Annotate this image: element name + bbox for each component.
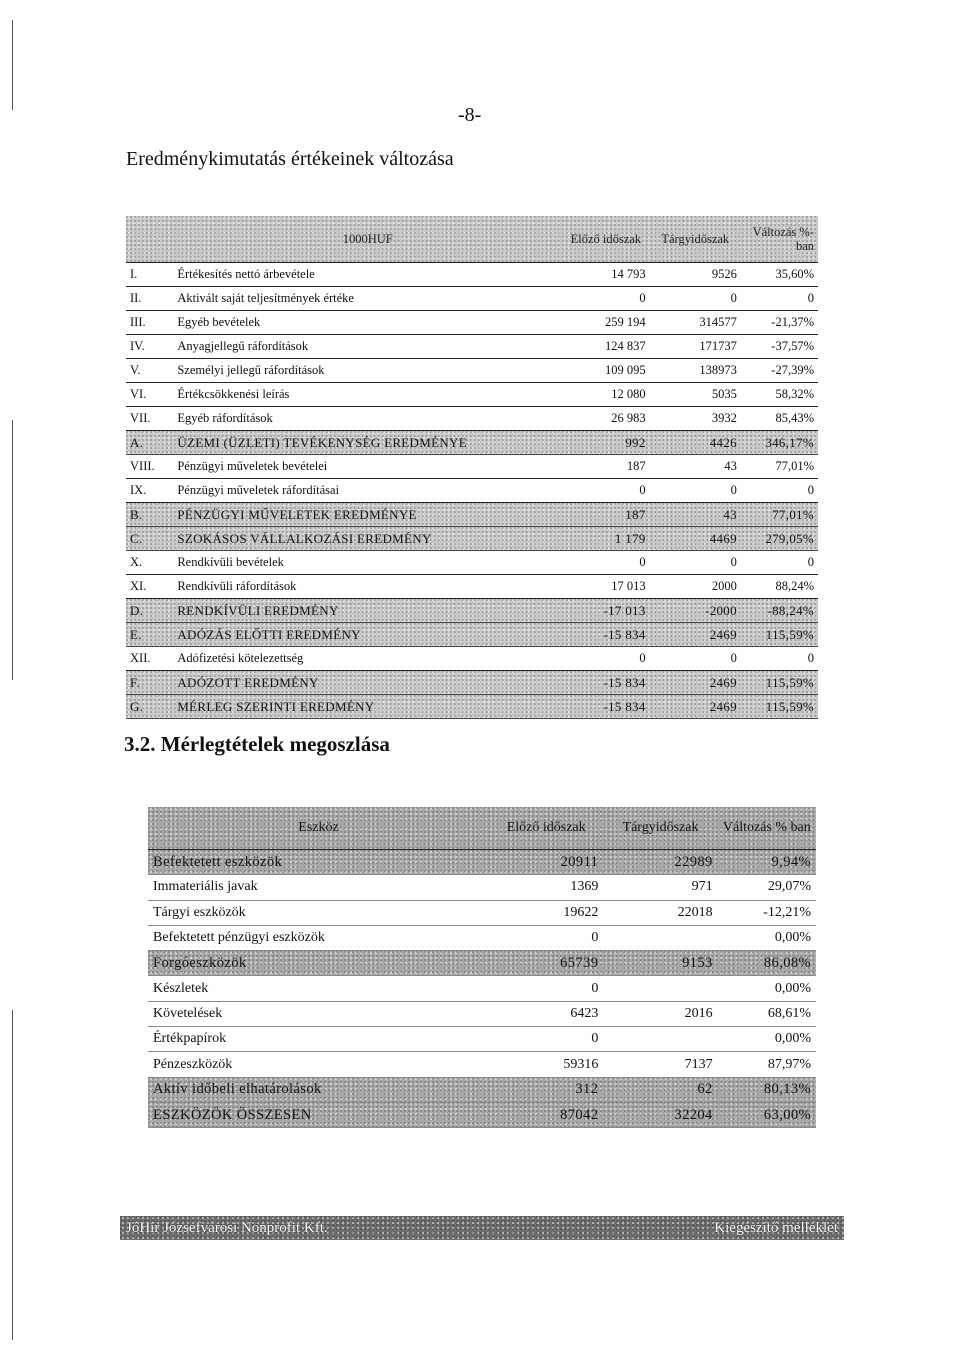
row-prev-value: 312 (489, 1077, 603, 1102)
row-current-value (603, 1027, 717, 1052)
row-label: Rendkívüli bevételek (173, 551, 562, 575)
row-prev-value: 19622 (489, 900, 603, 925)
row-label: Értékesítés nettó árbevétele (173, 263, 562, 287)
row-change-percent: 85,43% (741, 407, 818, 431)
row-prev-value: -15 834 (562, 671, 650, 695)
row-roman-numeral: VI. (126, 383, 173, 407)
row-roman-numeral: G. (126, 695, 173, 719)
row-roman-numeral: B. (126, 503, 173, 527)
row-roman-numeral: V. (126, 359, 173, 383)
row-roman-numeral: I. (126, 263, 173, 287)
row-current-value: 314577 (650, 311, 741, 335)
income-row (126, 335, 818, 359)
row-prev-value: 0 (562, 287, 650, 311)
header-unit: 1000HUF (173, 216, 562, 263)
header-prev-period: Előző időszak (562, 216, 650, 263)
heading-balance-distribution: 3.2. Mérlegtételek megoszlása (124, 732, 390, 756)
row-change-percent: 80,13% (718, 1077, 816, 1102)
row-prev-value: 6423 (489, 1001, 603, 1026)
row-prev-value: -15 834 (562, 695, 650, 719)
row-change-percent: 0 (741, 287, 818, 311)
row-roman-numeral: E. (126, 623, 173, 647)
row-change-percent: 63,00% (718, 1102, 816, 1127)
row-label: Befektetett eszközök (148, 850, 489, 875)
row-label: PÉNZÜGYI MŰVELETEK EREDMÉNYE (173, 503, 562, 527)
balance-row (148, 900, 816, 925)
row-roman-numeral: D. (126, 599, 173, 623)
row-change-percent: 68,61% (718, 1001, 816, 1026)
row-current-value: 9153 (603, 951, 717, 976)
row-roman-numeral: C. (126, 527, 173, 551)
row-label: Adófizetési kötelezettség (173, 647, 562, 671)
row-change-percent: -21,37% (741, 311, 818, 335)
row-label: Pénzügyi műveletek bevételei (173, 455, 562, 479)
row-change-percent: 115,59% (741, 695, 818, 719)
row-prev-value: 187 (562, 455, 650, 479)
row-prev-value: 1 179 (562, 527, 650, 551)
income-row (126, 263, 818, 287)
row-label: Személyi jellegű ráfordítások (173, 359, 562, 383)
row-prev-value: 0 (489, 1027, 603, 1052)
income-table-header (126, 216, 818, 263)
income-summary-row (126, 527, 818, 551)
row-change-percent: 346,17% (741, 431, 818, 455)
row-current-value: 138973 (650, 359, 741, 383)
balance-row (148, 1052, 816, 1077)
balance-row (148, 976, 816, 1001)
row-prev-value: -15 834 (562, 623, 650, 647)
row-current-value: 0 (650, 479, 741, 503)
row-change-percent: 115,59% (741, 671, 818, 695)
row-change-percent: 9,94% (718, 850, 816, 875)
row-prev-value: 20911 (489, 850, 603, 875)
balance-summary-row (148, 1077, 816, 1102)
row-label: ÜZEMI (ÜZLETI) TEVÉKENYSÉG EREDMÉNYE (173, 431, 562, 455)
row-change-percent: 86,08% (718, 951, 816, 976)
balance-summary-row (148, 1102, 816, 1127)
row-roman-numeral: IV. (126, 335, 173, 359)
footer-document-name: Kiegészítő melléklet (714, 1219, 838, 1236)
row-prev-value: 12 080 (562, 383, 650, 407)
row-change-percent: -12,21% (718, 900, 816, 925)
row-label: Pénzügyi műveletek ráfordításai (173, 479, 562, 503)
row-prev-value: 259 194 (562, 311, 650, 335)
balance-row (148, 925, 816, 950)
row-label: MÉRLEG SZERINTI EREDMÉNY (173, 695, 562, 719)
income-summary-row (126, 503, 818, 527)
row-label: Egyéb bevételek (173, 311, 562, 335)
row-prev-value: 187 (562, 503, 650, 527)
income-row (126, 407, 818, 431)
row-current-value: 7137 (603, 1052, 717, 1077)
row-label: Értékcsökkenési leírás (173, 383, 562, 407)
row-current-value (603, 925, 717, 950)
section-title: Eredménykimutatás értékeinek változása (126, 148, 454, 170)
header-current-period: Tárgyidőszak (650, 216, 741, 263)
row-prev-value: 59316 (489, 1052, 603, 1077)
row-current-value (603, 976, 717, 1001)
header-change: Változás % ban (718, 807, 816, 850)
income-row (126, 383, 818, 407)
row-change-percent: 115,59% (741, 623, 818, 647)
row-roman-numeral: III. (126, 311, 173, 335)
scan-edge-line (12, 20, 13, 110)
income-row (126, 311, 818, 335)
income-statement-table (126, 216, 818, 719)
row-change-percent: 0,00% (718, 976, 816, 1001)
income-row (126, 359, 818, 383)
header-prev-period: Előző időszak (489, 807, 603, 850)
header-asset: Eszköz (148, 807, 489, 850)
balance-row (148, 1001, 816, 1026)
row-roman-numeral: X. (126, 551, 173, 575)
income-row (126, 287, 818, 311)
row-change-percent: 77,01% (741, 503, 818, 527)
row-current-value: 43 (650, 503, 741, 527)
row-roman-numeral: II. (126, 287, 173, 311)
row-current-value: 62 (603, 1077, 717, 1102)
header-change: Változás %-ban (741, 216, 818, 263)
row-current-value: 2000 (650, 575, 741, 599)
row-roman-numeral: A. (126, 431, 173, 455)
row-current-value: 4426 (650, 431, 741, 455)
row-prev-value: 0 (562, 479, 650, 503)
income-summary-row (126, 599, 818, 623)
row-roman-numeral: XI. (126, 575, 173, 599)
row-prev-value: 0 (562, 551, 650, 575)
row-change-percent: 87,97% (718, 1052, 816, 1077)
row-change-percent: 77,01% (741, 455, 818, 479)
row-current-value: 0 (650, 551, 741, 575)
row-change-percent: 0 (741, 647, 818, 671)
header-current-period: Tárgyidőszak (603, 807, 717, 850)
row-label: Aktív időbeli elhatárolások (148, 1077, 489, 1102)
income-row (126, 647, 818, 671)
row-label: Tárgyi eszközök (148, 900, 489, 925)
row-prev-value: 124 837 (562, 335, 650, 359)
balance-sheet-table (148, 807, 816, 1128)
balance-row (148, 875, 816, 900)
page-number: -8- (458, 104, 482, 126)
row-current-value: 971 (603, 875, 717, 900)
row-current-value: 22989 (603, 850, 717, 875)
row-prev-value: 65739 (489, 951, 603, 976)
balance-table-header (148, 807, 816, 850)
row-prev-value: 992 (562, 431, 650, 455)
scan-edge-line (12, 420, 13, 680)
row-label: Rendkívüli ráfordítások (173, 575, 562, 599)
scan-edge-line (12, 1010, 13, 1340)
row-label: Aktivált saját teljesítmények értéke (173, 287, 562, 311)
row-prev-value: -17 013 (562, 599, 650, 623)
row-label: Befektetett pénzügyi eszközök (148, 925, 489, 950)
row-current-value: 3932 (650, 407, 741, 431)
page-footer (120, 1216, 844, 1240)
row-label: ADÓZÁS ELŐTTI EREDMÉNY (173, 623, 562, 647)
row-label: RENDKÍVÜLI EREDMÉNY (173, 599, 562, 623)
row-label: Forgóeszközök (148, 951, 489, 976)
income-row (126, 479, 818, 503)
row-label: Pénzeszközök (148, 1052, 489, 1077)
income-summary-row (126, 623, 818, 647)
row-change-percent: -37,57% (741, 335, 818, 359)
row-prev-value: 87042 (489, 1102, 603, 1127)
row-label: Immateriális javak (148, 875, 489, 900)
row-current-value: 5035 (650, 383, 741, 407)
row-current-value: 2469 (650, 671, 741, 695)
balance-row (148, 1027, 816, 1052)
row-label: Értékpapírok (148, 1027, 489, 1052)
row-label: Követelések (148, 1001, 489, 1026)
row-label: SZOKÁSOS VÁLLALKOZÁSI EREDMÉNY (173, 527, 562, 551)
row-current-value: 2469 (650, 695, 741, 719)
row-change-percent: 88,24% (741, 575, 818, 599)
row-change-percent: 58,32% (741, 383, 818, 407)
row-prev-value: 17 013 (562, 575, 650, 599)
row-change-percent: 0 (741, 479, 818, 503)
row-current-value: 43 (650, 455, 741, 479)
row-current-value: 22018 (603, 900, 717, 925)
income-row (126, 551, 818, 575)
income-row (126, 455, 818, 479)
income-summary-row (126, 695, 818, 719)
row-prev-value: 0 (562, 647, 650, 671)
row-current-value: 0 (650, 647, 741, 671)
row-label: Egyéb ráfordítások (173, 407, 562, 431)
row-prev-value: 109 095 (562, 359, 650, 383)
row-prev-value: 26 983 (562, 407, 650, 431)
row-label: Anyagjellegű ráfordítások (173, 335, 562, 359)
row-current-value: 2469 (650, 623, 741, 647)
row-prev-value: 14 793 (562, 263, 650, 287)
balance-summary-row (148, 850, 816, 875)
income-summary-row (126, 431, 818, 455)
row-label: ESZKÖZÖK ÖSSZESEN (148, 1102, 489, 1127)
row-roman-numeral: XII. (126, 647, 173, 671)
row-change-percent: 279,05% (741, 527, 818, 551)
income-row (126, 575, 818, 599)
row-change-percent: 35,60% (741, 263, 818, 287)
row-prev-value: 0 (489, 925, 603, 950)
row-current-value: 32204 (603, 1102, 717, 1127)
income-summary-row (126, 671, 818, 695)
row-prev-value: 1369 (489, 875, 603, 900)
row-roman-numeral: IX. (126, 479, 173, 503)
row-roman-numeral: VIII. (126, 455, 173, 479)
row-change-percent: 29,07% (718, 875, 816, 900)
row-current-value: -2000 (650, 599, 741, 623)
row-change-percent: 0 (741, 551, 818, 575)
row-current-value: 0 (650, 287, 741, 311)
balance-summary-row (148, 951, 816, 976)
row-label: Készletek (148, 976, 489, 1001)
row-current-value: 171737 (650, 335, 741, 359)
row-change-percent: -88,24% (741, 599, 818, 623)
row-current-value: 4469 (650, 527, 741, 551)
row-roman-numeral: VII. (126, 407, 173, 431)
row-current-value: 2016 (603, 1001, 717, 1026)
row-change-percent: 0,00% (718, 1027, 816, 1052)
row-label: ADÓZOTT EREDMÉNY (173, 671, 562, 695)
row-current-value: 9526 (650, 263, 741, 287)
footer-company-name: JóHír Józsefvárosi Nonprofit Kft. (126, 1219, 328, 1236)
row-roman-numeral: F. (126, 671, 173, 695)
row-change-percent: -27,39% (741, 359, 818, 383)
row-prev-value: 0 (489, 976, 603, 1001)
row-change-percent: 0,00% (718, 925, 816, 950)
